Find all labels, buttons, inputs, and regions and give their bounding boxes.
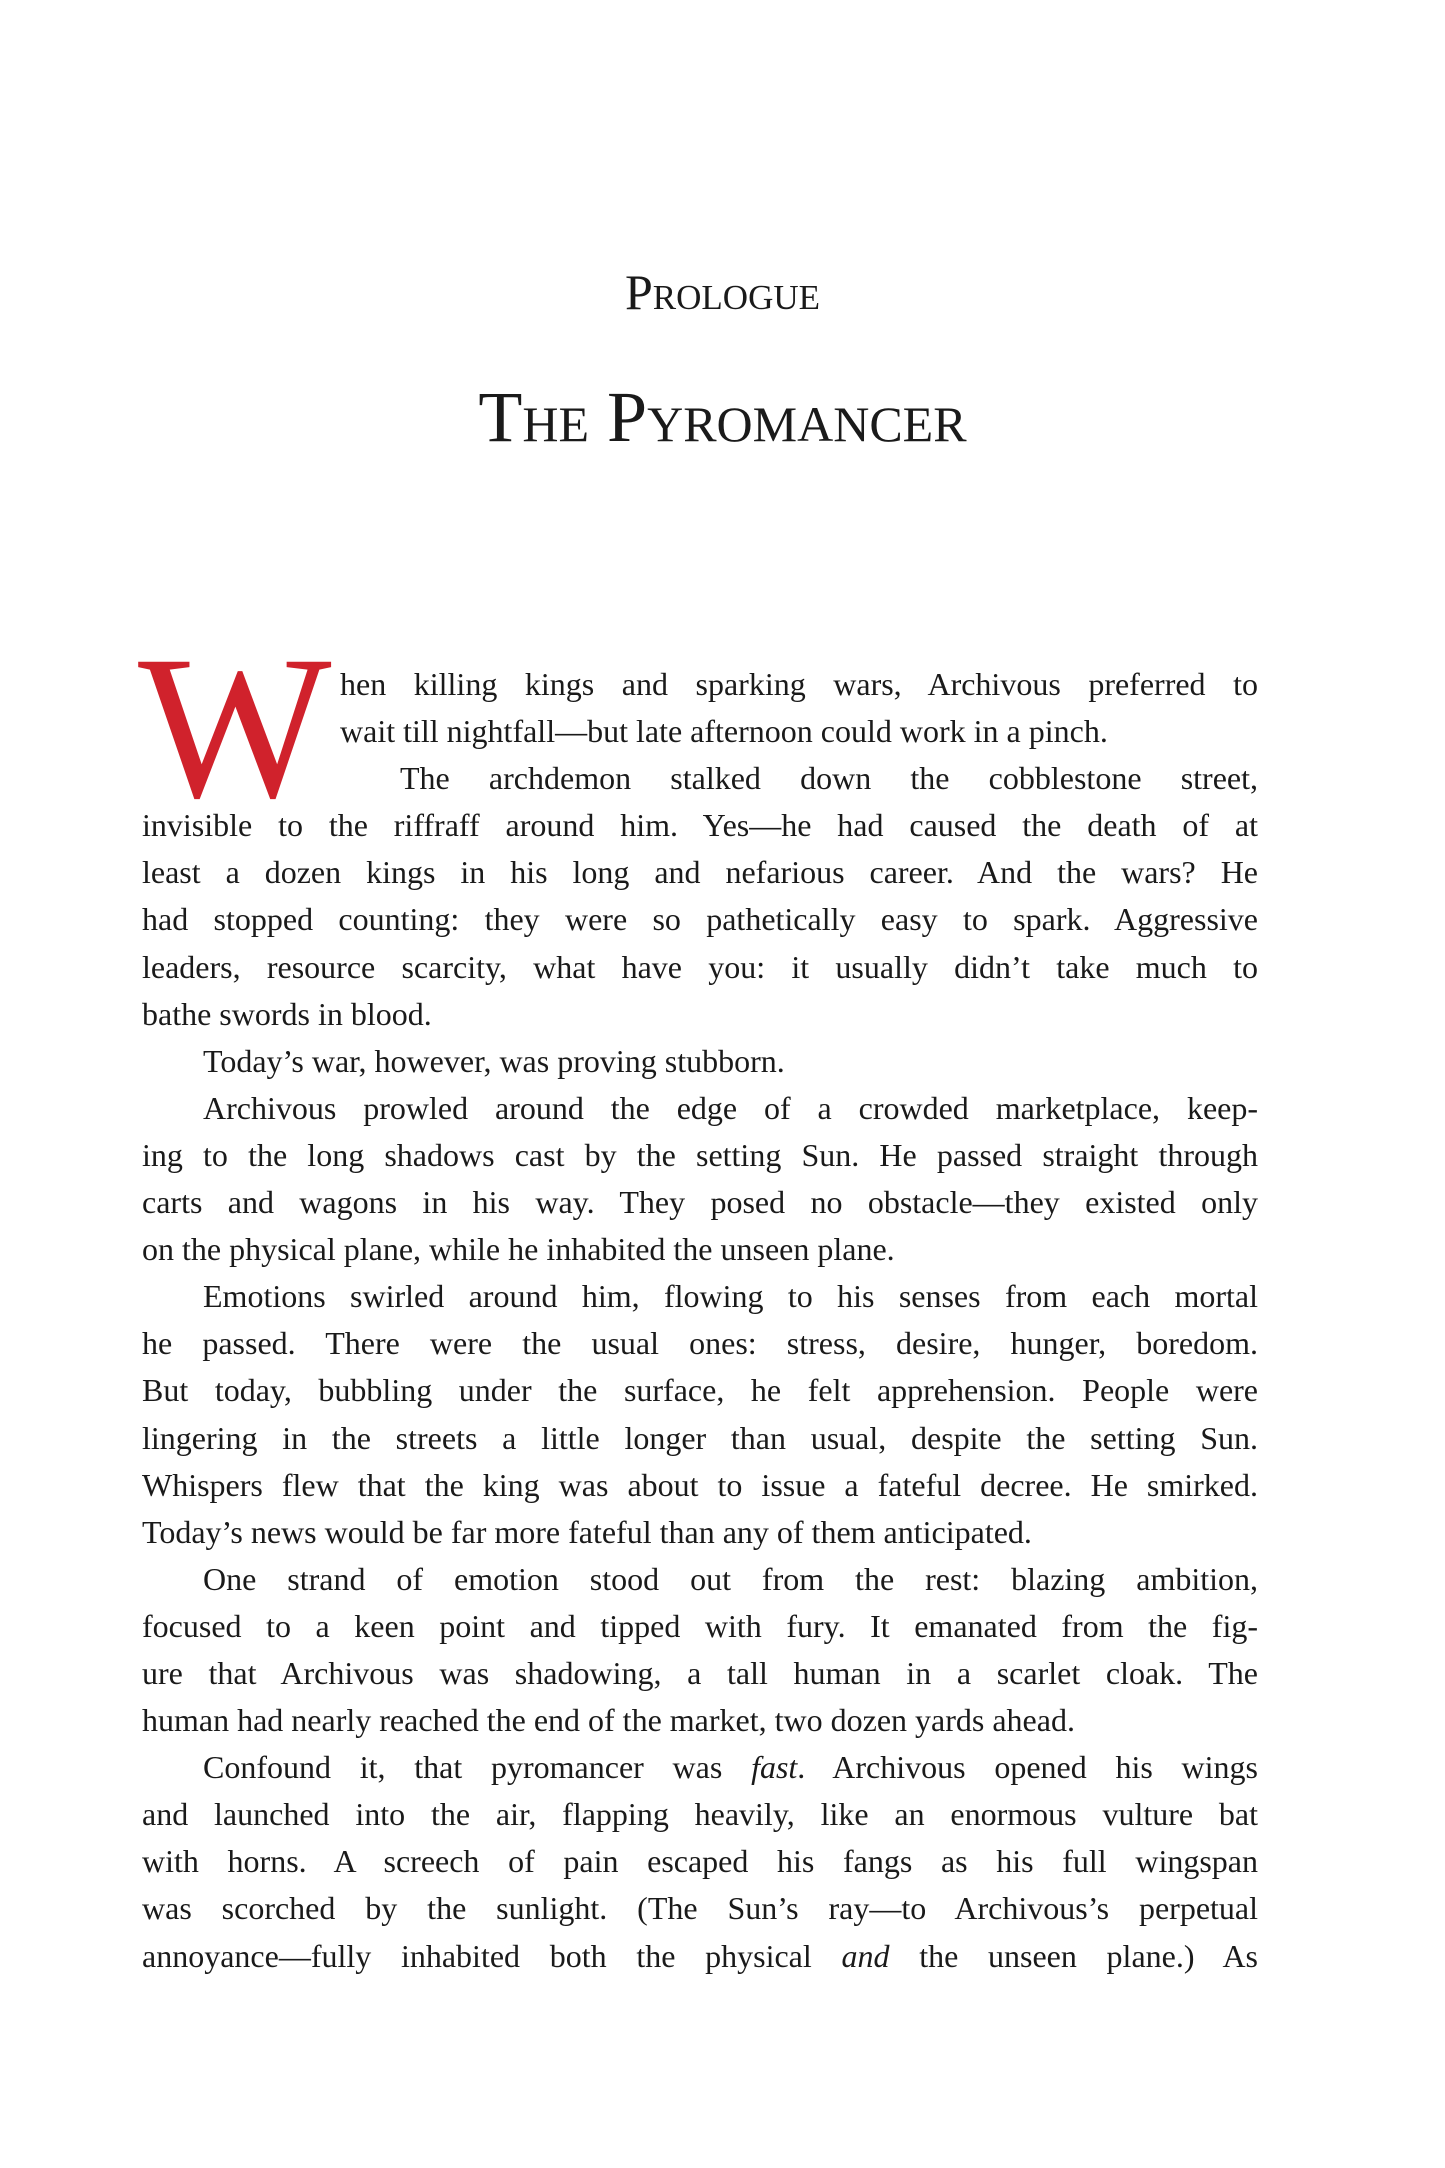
text-line [142,1462,1258,1509]
emphasis-text: and [841,1937,890,1974]
text-line [142,1556,1258,1603]
text-segment: wait till nightfall—but late afternoon could work in a pinch. [340,713,1108,750]
text-line [142,1509,1258,1556]
text-segment: had stopped counting: they were so pathetically easy to spark. Aggressive [142,901,1258,938]
text-line [142,1603,1258,1650]
text-line [142,944,1258,991]
text-line [142,1838,1258,1885]
text-segment: lingering in the streets a little longer than usual, despite the setting Sun. [142,1419,1258,1456]
text-segment: The archdemon stalked down the cobblestone street, [400,760,1258,797]
chapter-label: Prologue [624,264,820,320]
text-segment: hen killing kings and sparking wars, Archivous preferred to [340,666,1258,702]
text-segment: and launched into the air, flapping heavily, like an enormous vulture bat [142,1796,1258,1833]
text-segment: ing to the long shadows cast by the setting Sun. He passed straight through [142,1136,1258,1173]
text-line [142,1226,1258,1273]
text-line [142,1132,1258,1179]
text-segment: Today’s news would be far more fateful than any of them anticipated. [142,1513,1032,1550]
text-segment: the unseen plane.) As [889,1937,1259,1974]
text-segment: Today’s war, however, was proving stubborn. [203,1042,785,1079]
text-segment: annoyance—fully inhabited both the physical [142,1937,842,1974]
text-line [142,1038,1258,1085]
text-line [142,1273,1258,1320]
text-line [142,991,1258,1038]
paragraph [142,1744,1258,1979]
text-line [142,708,1258,755]
text-segment: he passed. There were the usual ones: stress, desire, hunger, boredom. [142,1325,1258,1362]
text-segment: human had nearly reached the end of the market, two dozen yards ahead. [142,1702,1075,1739]
paragraph [142,1273,1258,1556]
text-line [142,1744,1258,1791]
text-line [142,1320,1258,1367]
text-segment: was scorched by the sunlight. (The Sun’s ray—to Archivous’s perpetual [142,1890,1258,1927]
text-line [142,802,1258,849]
drop-cap-letter: W [138,614,332,841]
text-segment: focused to a keen point and tipped with fury. It emanated from the fig- [142,1607,1258,1644]
text-segment: Archivous prowled around the edge of a crowded marketplace, keep- [203,1089,1258,1126]
paragraph [142,1038,1258,1085]
paragraph [142,661,1258,755]
chapter-title: The Pyromancer [478,377,967,457]
text-segment: invisible to the riffraff around him. Yes—he had caused the death of at [142,807,1258,844]
text-line [142,661,1258,708]
text-line [142,1697,1258,1744]
text-segment: leaders, resource scarcity, what have you: it usually didn’t take much to [142,948,1258,985]
text-segment: Whispers flew that the king was about to issue a fateful decree. He smirked. [142,1466,1258,1503]
text-line [142,1650,1258,1697]
text-line [142,1179,1258,1226]
text-line [142,896,1258,943]
text-segment: on the physical plane, while he inhabited the unseen plane. [142,1231,895,1268]
text-line [142,849,1258,896]
text-line [142,1885,1258,1932]
text-line [142,1791,1258,1838]
text-segment: Confound it, that pyromancer was [203,1749,752,1786]
text-segment: with horns. A screech of pain escaped his fangs as his full wingspan [142,1843,1258,1880]
text-segment: least a dozen kings in his long and nefarious career. And the wars? He [142,854,1258,891]
text-segment: One strand of emotion stood out from the rest: blazing ambition, [203,1560,1258,1597]
text-line [142,1085,1258,1132]
paragraph [142,1556,1258,1744]
text-line [142,755,1258,802]
text-segment: bathe swords in blood. [142,995,432,1032]
emphasis-text: fast [751,1749,798,1786]
text-line [142,1367,1258,1414]
text-segment: carts and wagons in his way. They posed no obstacle—they existed only [142,1184,1258,1221]
text-segment: ure that Archivous was shadowing, a tall human in a scarlet cloak. The [142,1654,1258,1691]
text-line [142,1415,1258,1462]
text-segment: Emotions swirled around him, flowing to his senses from each mortal [203,1278,1258,1315]
text-segment: But today, bubbling under the surface, he felt apprehension. People were [142,1372,1258,1409]
text-line [142,1933,1258,1980]
body-text [142,661,1258,1980]
paragraph [142,1085,1258,1273]
paragraph [142,755,1258,1038]
text-segment: . Archivous opened his wings [797,1749,1259,1786]
